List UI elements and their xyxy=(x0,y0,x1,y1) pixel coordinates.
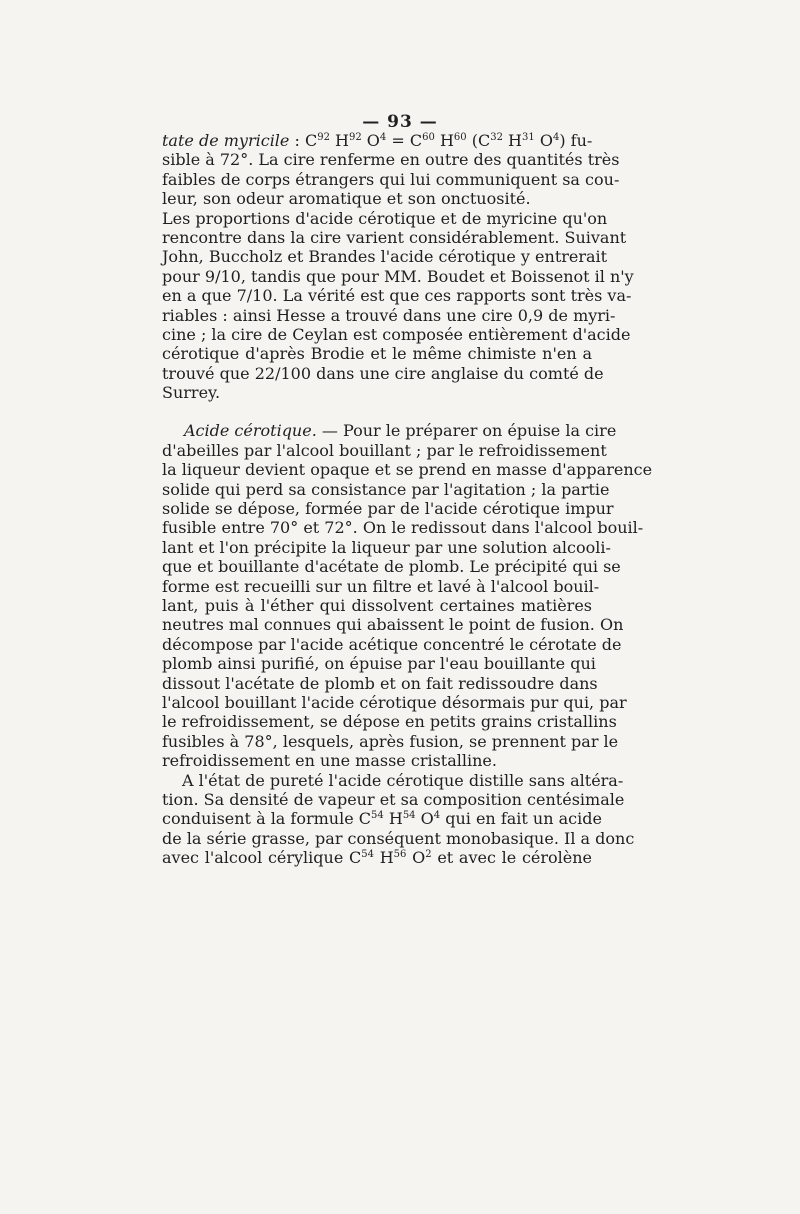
text-line: solide se dépose, formée par de l'acide cérotique impur xyxy=(162,499,614,519)
text-line: le refroidissement, se dépose en petits grains cristallins xyxy=(162,712,617,732)
paragraph-gap xyxy=(162,402,592,421)
text-line: leur, son odeur aromatique et son onctuosité. xyxy=(162,189,531,209)
body-text xyxy=(162,131,653,868)
text-line: forme est recueilli sur un filtre et lavé à l'alcool bouil- xyxy=(162,576,600,596)
text-line: en a que 7/10. La vérité est que ces rapports sont très va- xyxy=(162,286,632,306)
text-line: plomb ainsi purifié, on épuise par l'eau bouillante qui xyxy=(162,654,596,674)
text-line: A l'état de pureté l'acide cérotique distille sans altéra- xyxy=(182,770,624,790)
text-line: avec l'alcool cérylique $C^{54}$ $H^{56}$ $O^2$ et avec le cérolène xyxy=(162,848,593,868)
text-line: d'abeilles par l'alcool bouillant ; par le refroidissement xyxy=(162,440,607,460)
text-line: conduisent à la formule $C^{54}$ $H^{54}$ $O^4$ qui en fait un acide xyxy=(162,809,602,829)
text-line: décompose par l'acide acétique concentré le cérotate de xyxy=(162,634,622,654)
text-line: Surrey. xyxy=(162,383,221,403)
text-line: Acide cérotique. — Pour le préparer on épuise la cire xyxy=(184,421,617,441)
text-line: faibles de corps étrangers qui lui communiquent sa cou- xyxy=(162,169,620,189)
text-line: sible à 72°. La cire renferme en outre des quantités très xyxy=(162,150,620,170)
text-line: de la série grasse, par conséquent monobasique. Il a donc xyxy=(162,828,635,848)
text-line: cérotique d'après Brodie et le même chimiste n'en a xyxy=(162,344,592,364)
text-line: riables : ainsi Hesse a trouvé dans une cire 0,9 de myri- xyxy=(162,305,616,325)
page-number: — 93 — xyxy=(362,112,438,132)
text-line: tate de myricile : $C^{92}$ $H^{92}$ $O^4 = C^{60}$ $H^{60}$ ($C^{32}$ $H^{31}$ $O^4$) fu- xyxy=(162,131,593,150)
text-line: fusibles à 78°, lesquels, après fusion, se prennent par le xyxy=(162,731,619,751)
section-heading: Acide cérotique. xyxy=(184,421,317,441)
text-line: lant et l'on précipite la liqueur par une solution alcooli- xyxy=(162,537,611,557)
text-line: que et bouillante d'acétate de plomb. Le précipité qui se xyxy=(162,557,621,577)
text-line: Les proportions d'acide cérotique et de myricine qu'on xyxy=(162,208,608,228)
text-line: solide qui perd sa consistance par l'agitation ; la partie xyxy=(162,479,610,499)
italic-term: tate de myricile xyxy=(162,131,290,150)
text-line: rencontre dans la cire varient considérablement. Suivant xyxy=(162,227,627,247)
text-line: lant, puis à l'éther qui dissolvent certaines matières xyxy=(162,595,592,615)
text-line: dissout l'acétate de plomb et on fait redissoudre dans xyxy=(162,673,598,693)
text-line: neutres mal connues qui abaissent le point de fusion. On xyxy=(162,615,624,635)
text-line: cine ; la cire de Ceylan est composée entièrement d'acide xyxy=(162,324,631,344)
text-line: pour 9/10, tandis que pour MM. Boudet et Boissenot il n'y xyxy=(162,266,634,286)
text-line: trouvé que 22/100 dans une cire anglaise du comté de xyxy=(162,363,604,383)
text-line: fusible entre 70° et 72°. On le redissout dans l'alcool bouil- xyxy=(162,518,644,538)
text-line: refroidissement en une masse cristalline. xyxy=(162,751,497,771)
text-line: la liqueur devient opaque et se prend en masse d'apparence xyxy=(162,460,653,480)
text-line: tion. Sa densité de vapeur et sa composition centésimale xyxy=(162,789,625,809)
text-line: John, Buccholz et Brandes l'acide cérotique y entrerait xyxy=(162,247,608,267)
text-line: l'alcool bouillant l'acide cérotique désormais pur qui, par xyxy=(162,692,627,712)
